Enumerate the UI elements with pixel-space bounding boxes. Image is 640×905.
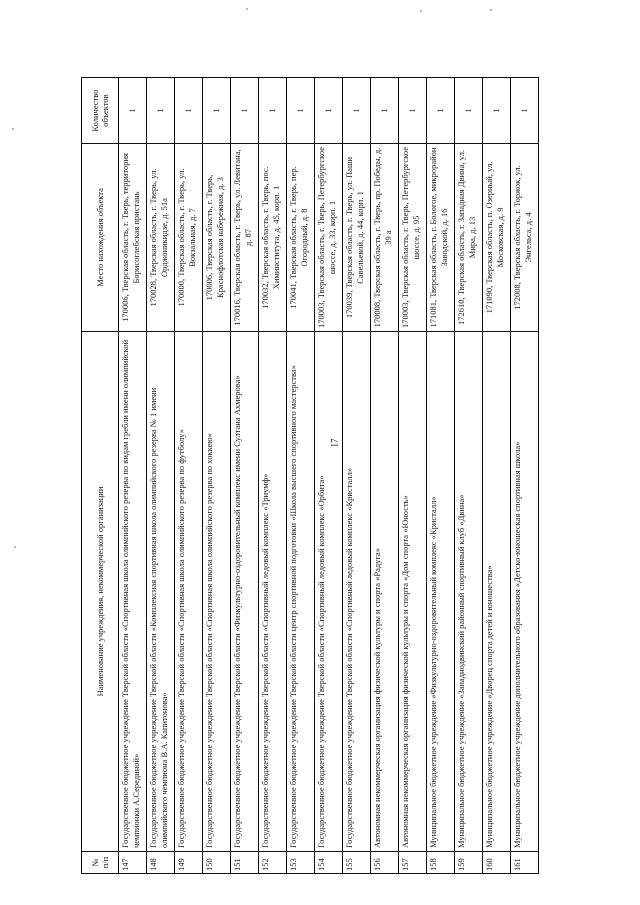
row-location: 172610, Тверская область, г. Западная Двина, ул. Мира, д. 13	[455, 144, 483, 332]
row-name: Автономная некоммерческая организация физической культуры и спорта «Радуга»	[371, 332, 399, 852]
header-num: № п/п	[82, 852, 119, 874]
table-row	[343, 78, 371, 874]
table-row	[287, 78, 315, 874]
row-count: 1	[175, 78, 203, 144]
row-num: 150	[203, 852, 231, 874]
row-count: 1	[259, 78, 287, 144]
table-header-row	[82, 78, 119, 874]
row-name: Государственное бюджетное учреждение Тверской области «Спортивная школа олимпийского резерва по футболу»	[175, 332, 203, 852]
row-name: Государственное бюджетное учреждение Тверской области «Физкультурно-оздоровительный комплекс имени Султана Ахмерова»	[231, 332, 259, 852]
row-count: 1	[343, 78, 371, 144]
row-count: 1	[231, 78, 259, 144]
row-location: 170003, Тверская область, г. Тверь, Петербургское шоссе, д. 95	[399, 144, 427, 332]
table-row	[231, 78, 259, 874]
table-row	[259, 78, 287, 874]
row-name: Муниципальное бюджетное учреждение «Физкультурно-оздоровительный комплекс «Кристалл»	[427, 332, 455, 852]
table-row	[483, 78, 511, 874]
row-num: 153	[287, 852, 315, 874]
row-name: Государственное бюджетное учреждение Тверской области «Спортивный ледовый комплекс «Орбита»	[315, 332, 343, 852]
scan-speck	[420, 10, 422, 12]
row-location: 170041, Тверская область, г. Тверь, пер. Огородный, д. 8	[287, 144, 315, 332]
header-location: Место нахождения объекта	[82, 144, 119, 332]
table-row	[175, 78, 203, 874]
row-count: 1	[315, 78, 343, 144]
row-location: 172008, Тверская область, г. Торжок, ул. Энгельса, д. 4	[511, 144, 539, 332]
row-location: 171090, Тверская область, п. Озерный, ул. Московская, д. 9	[483, 144, 511, 332]
row-count: 1	[427, 78, 455, 144]
table-row	[147, 78, 175, 874]
row-name: Муниципальное бюджетное учреждение дополнительного образования «Детско-юношеская спортивная школа»	[511, 332, 539, 852]
row-num: 160	[483, 852, 511, 874]
scan-speck	[490, 9, 492, 11]
row-num: 148	[147, 852, 175, 874]
row-name: Государственное бюджетное учреждение Тверской области центр спортивной подготовки «Школа высшего спортивного мастерства»	[287, 332, 315, 852]
row-count: 1	[119, 78, 147, 144]
row-name: Муниципальное бюджетное учреждение «Дворец спорта детей и юношества»	[483, 332, 511, 852]
header-name: Наименование учреждения, некоммерческой организации	[82, 332, 119, 852]
row-location: 170006, Тверская область, г. Тверь, Краснофлотская набережная, д. 3	[203, 144, 231, 332]
scan-speck	[246, 8, 248, 10]
row-name: Муниципальное бюджетное учреждение «Западнодвинский районный спортивный клуб «Двина»	[455, 332, 483, 852]
row-num: 155	[343, 852, 371, 874]
row-num: 152	[259, 852, 287, 874]
row-count: 1	[203, 78, 231, 144]
row-num: 154	[315, 852, 343, 874]
row-num: 147	[119, 852, 147, 874]
objects-table	[81, 77, 539, 874]
table-row	[315, 78, 343, 874]
row-location: 171081, Тверская область, г. Бологое, микрорайон Заводской, д. 16	[427, 144, 455, 332]
objects-table-container	[81, 78, 539, 874]
row-num: 151	[231, 852, 259, 874]
row-num: 156	[371, 852, 399, 874]
scan-speck	[12, 128, 14, 130]
row-location: 170003, Тверская область, г. Тверь, Петербургское шоссе, д. 33, корп. 1	[315, 144, 343, 332]
row-count: 1	[287, 78, 315, 144]
page-number: 17	[329, 438, 340, 448]
row-location: 170028, Тверская область, г. Тверь, ул. Орджоникидзе, д. 51а	[147, 144, 175, 332]
row-location: 170008, Тверская область, г. Тверь, пр. Победы, д. 39 а	[371, 144, 399, 332]
table-row	[455, 78, 483, 874]
row-num: 157	[399, 852, 427, 874]
row-num: 158	[427, 852, 455, 874]
row-num: 161	[511, 852, 539, 874]
row-count: 1	[399, 78, 427, 144]
row-location: 170032, Тверская область, г. Тверь, пос. Химинститута, д. 45, корп. 1	[259, 144, 287, 332]
row-name: Государственное бюджетное учреждение Тверской области «Спортивный ледовый комплекс «Кристалл»	[343, 332, 371, 852]
table-row	[399, 78, 427, 874]
table-row	[203, 78, 231, 874]
row-name: Государственное бюджетное учреждение Тверской области «Спортивный ледовый комплекс «Триумф»	[259, 332, 287, 852]
scan-speck	[14, 546, 16, 548]
row-location: 170016, Тверская область, г. Тверь, ул. Левитана, д. 87	[231, 144, 259, 332]
row-location: 170006, Тверская область, г. Тверь, территория Борисоглебская пристань	[119, 144, 147, 332]
row-count: 1	[371, 78, 399, 144]
header-count: Количество объектов	[82, 78, 119, 144]
row-num: 159	[455, 852, 483, 874]
table-row	[371, 78, 399, 874]
table-row	[511, 78, 539, 874]
row-location: 170039, Тверская область, г. Тверь, ул. Паши Савельевой, д. 44, корп. 1	[343, 144, 371, 332]
row-name: Автономная некоммерческая организация физической культуры и спорта «Дом спорта «Юность»	[399, 332, 427, 852]
row-count: 1	[511, 78, 539, 144]
row-count: 1	[147, 78, 175, 144]
row-location: 170000, Тверская область, г. Тверь, ул. Вокзальная, д. 7	[175, 144, 203, 332]
row-name: Государственное бюджетное учреждение Тверской области «Комплексная спортивная школа олимпийского резерва № 1 имени олимпийского чемпиона В.А. Капитонова»	[147, 332, 175, 852]
row-num: 149	[175, 852, 203, 874]
table-row	[427, 78, 455, 874]
row-count: 1	[483, 78, 511, 144]
row-name: Государственное бюджетное учреждение Тверской области «Спортивная школа олимпийского резерва по видам гребли имени олимпийской чемпионки А.Серединой»	[119, 332, 147, 852]
row-count: 1	[455, 78, 483, 144]
row-name: Государственное бюджетное учреждение Тверской области «Спортивная школа олимпийского резерва по хоккею»	[203, 332, 231, 852]
table-row	[119, 78, 147, 874]
